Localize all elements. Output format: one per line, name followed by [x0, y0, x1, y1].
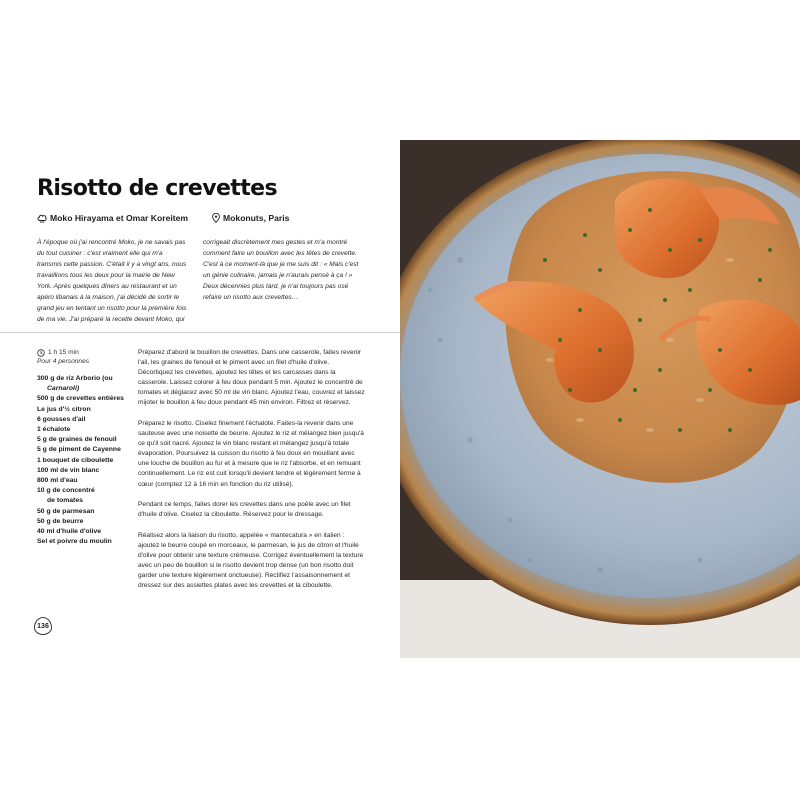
ingredient-item: 6 gousses d'ail	[37, 415, 86, 423]
ingredient-item: 1 échalote	[37, 426, 71, 434]
ingredient-item: de tomates	[47, 497, 83, 505]
ingredient-item: 5 g de piment de Cayenne	[37, 446, 121, 454]
ingredient-item: 1 bouquet de ciboulette	[37, 456, 114, 464]
method-steps	[138, 348, 366, 602]
recipe-page	[0, 140, 400, 660]
ingredient-item: 10 g de concentré	[37, 487, 95, 495]
ingredient-item: 100 ml de vin blanc	[37, 466, 100, 474]
section-divider	[0, 332, 400, 333]
servings: Pour 4 personnes	[37, 358, 90, 365]
step-paragraph: Préparez d'abord le bouillon de crevettes. Dans une casserole, faites revenir l'ail, les graines de fenouil et le piment avec un filet d'huile d'olive. Décortiquez les crevettes, ajoutez les têtes et les carcasses dans la casserole. Laissez colorer à feu doux pendant 5 min. Ajoutez le concentré de tomates et déglacez avec 50 ml de vin blanc. Ajoutez l'eau, couvrez et laissez mijoter le bouillon à feu doux pendant 45 min environ. Filtrez et réservez.	[138, 349, 365, 407]
ingredient-item: 50 g de beurre	[37, 517, 84, 525]
dish-photo	[400, 140, 800, 658]
authors-text: Moko Hirayama et Omar Koreitem	[50, 213, 189, 223]
recipe-meta	[37, 348, 89, 366]
credits-row	[37, 213, 377, 227]
ingredient-list	[37, 374, 132, 547]
clock-icon	[37, 349, 45, 357]
map-pin-icon	[212, 213, 220, 223]
step-paragraph: Réalisez alors la liaison du risotto, appelée « mantecatura » en italien : ajoutez le beurre coupé en morceaux, le parmesan, le jus de citron et l'huile d'olive pour obtenir une texture crémeuse. Corrigez éventuellement la texture avec un peu de bouillon si le risotto devient trop dense (un bon risotto doit garder une texture légèrement onctueuse). Rectifiez l'assaisonnement et dressez sur des assiettes plates avec les crevettes et la ciboulette.	[138, 531, 364, 590]
cook-time: 1 h 15 min	[48, 349, 79, 356]
ingredient-item: Le jus d'½ citron	[37, 405, 91, 413]
intro-text-right: corrigeait discrètement mes gestes et m'a montré comment faire un bouillon avec les têtes de crevette. C'est à ce moment-là que je me suis dit : « Mais c'est un génie culinaire, jamais je n'aurais pensé à ça ! » Deux décennies plus tard, je n'ai toujours pas osé refaire un risotto aux crevettes…	[203, 239, 359, 301]
ingredient-item: 500 g de crevettes entières	[37, 395, 124, 403]
ingredient-item: 800 ml d'eau	[37, 477, 78, 485]
location-credit	[212, 213, 289, 223]
chef-hat-icon	[37, 214, 47, 223]
intro-text-left: À l'époque où j'ai rencontré Moko, je ne savais pas du tout cuisiner : c'est vraiment elle qui m'a transmis cette passion. C'était il y a vingt ans, nous travaillions tous les deux pour la mairie de New York. Après quelques dîners au restaurant et un apéro libanais à la maison, j'ai décidé de sortir le grand jeu en tentant un risotto pour la première fois de ma vie. J'ai préparé la recette devant Moko, qui	[37, 239, 187, 323]
page-number: 136	[34, 617, 52, 635]
ingredient-item: 300 g de riz Arborio (ou	[37, 375, 113, 382]
ingredient-item: 50 g de parmesan	[37, 507, 95, 515]
step-paragraph: Pendant ce temps, faites dorer les crevettes dans une poêle avec un filet d'huile d'olive. Ciselez la ciboulette. Réservez pour le dressage.	[138, 501, 351, 519]
ingredient-item: 5 g de graines de fenouil	[37, 436, 117, 444]
author-credit	[37, 213, 188, 223]
step-paragraph: Préparez le risotto. Ciselez finement l'échalote. Faites-la revenir dans une sauteuse avec une noisette de beurre. Ajoutez le riz et mélangez bien jusqu'à ce qu'il soit nacré. Ajoutez le vin blanc restant et mélangez jusqu'à totale évaporation. Poursuivez la cuisson du risotto à feu doux en mouillant avec une louche de bouillon au fur et à mesure que le riz l'absorbe, et en remuant continuellement. Le riz est cuit lorsqu'il devient tendre et légèrement ferme à cœur (comptez 12 à 16 min en fonction du riz utilisé).	[138, 419, 364, 488]
ingredient-item: 40 ml d'huile d'olive	[37, 528, 102, 536]
ingredient-item: Carnaroli)	[47, 385, 80, 393]
shrimp-risotto-illustration	[400, 140, 800, 658]
recipe-title: Risotto de crevettes	[37, 176, 277, 201]
location-text: Mokonuts, Paris	[223, 213, 290, 223]
ingredient-item: Sel et poivre du moulin	[37, 538, 112, 546]
time-line	[37, 348, 89, 357]
